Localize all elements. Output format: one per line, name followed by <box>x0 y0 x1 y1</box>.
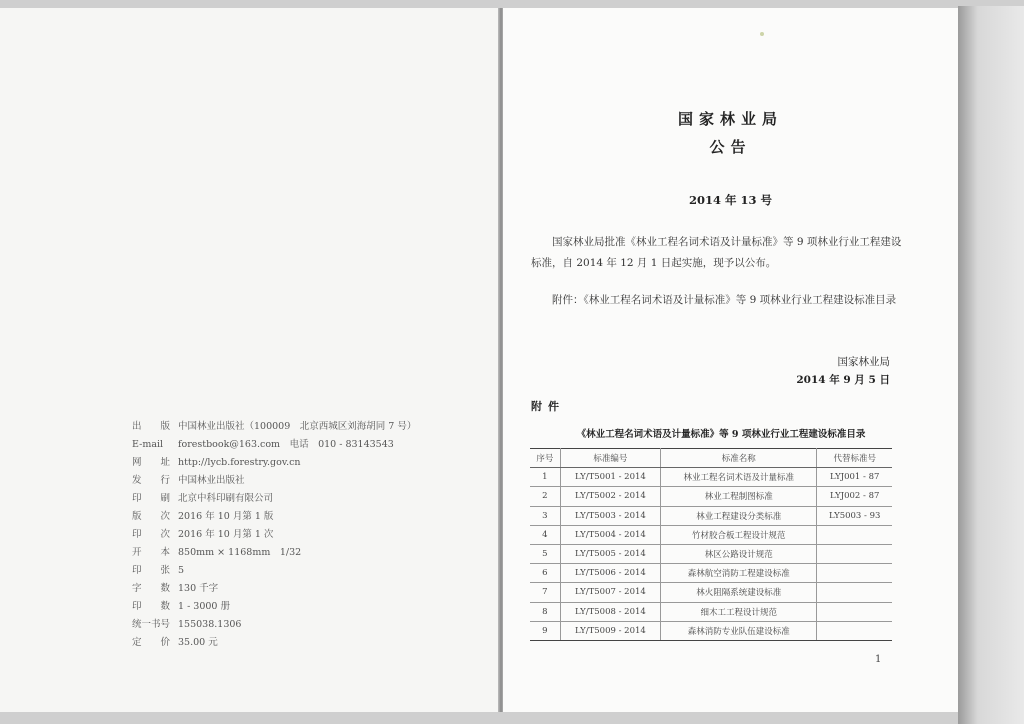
sign-date: 2014 年 9 月 5 日 <box>796 374 890 386</box>
table-cell: 5 <box>530 544 560 563</box>
colophon-label: 定 价 <box>132 637 171 648</box>
page-subtitle: 公告 <box>709 138 752 156</box>
colophon-label: 印 次 <box>132 529 171 540</box>
header-cell: 标准名称 <box>661 449 817 468</box>
table-cell: LY/T5007 - 2014 <box>560 583 660 602</box>
table-cell: 林业工程制图标准 <box>661 487 817 506</box>
colophon-value: 中国林业出版社 <box>178 475 245 486</box>
colophon-row <box>132 526 416 544</box>
colophon-row <box>132 580 416 598</box>
colophon-label: E-mail <box>132 439 164 450</box>
table-cell: 林火阻隔系统建设标准 <box>661 583 817 602</box>
table-cell: LY/T5005 - 2014 <box>560 544 660 563</box>
announcement-paragraph: 国家林业局批准《林业工程名词术语及计量标准》等 9 项林业行业工程建设标准，自 2014 年 12 月 1 日起实施，现予以公布。 <box>531 236 902 269</box>
page-number: 1 <box>875 654 882 665</box>
table-cell: 9 <box>530 621 560 640</box>
colophon-row <box>132 562 416 580</box>
colophon-label: 发 行 <box>132 475 171 486</box>
colophon-label: 统一书号 <box>132 619 171 630</box>
colophon-value: 1 - 3000 册 <box>178 601 230 612</box>
colophon-value: 2016 年 10 月第 1 版 <box>178 511 274 522</box>
attachment-label: 附件 <box>531 400 565 413</box>
colophon-value: 5 <box>178 565 185 576</box>
colophon-label: 印 数 <box>132 601 171 612</box>
table-row <box>530 602 892 621</box>
colophon-row <box>132 436 416 454</box>
colophon-row <box>132 634 416 652</box>
header-cell: 代替标准号 <box>817 449 892 468</box>
colophon-row <box>132 508 416 526</box>
table-cell: 1 <box>530 468 560 487</box>
table-row <box>530 621 892 640</box>
table-cell <box>817 583 892 602</box>
table-cell: 林业工程名词术语及计量标准 <box>661 468 817 487</box>
table-caption: 《林业工程名词术语及计量标准》等 9 项林业行业工程建设标准目录 <box>576 429 866 440</box>
table-cell <box>817 544 892 563</box>
colophon-label: 开 本 <box>132 547 171 558</box>
colophon-value: http://lycb.forestry.gov.cn <box>178 457 301 468</box>
table-row <box>530 468 892 487</box>
table-cell: 森林航空消防工程建设标准 <box>661 564 817 583</box>
table-cell <box>817 621 892 640</box>
table-row <box>530 583 892 602</box>
colophon-label: 网 址 <box>132 457 171 468</box>
colophon-value: 155038.1306 <box>178 619 242 630</box>
table-cell: LY/T5008 - 2014 <box>560 602 660 621</box>
colophon-row <box>132 544 416 562</box>
table-cell: 竹材胶合板工程设计规范 <box>661 525 817 544</box>
colophon-row <box>132 454 416 472</box>
table-row <box>530 525 892 544</box>
table-cell: 林区公路设计规范 <box>661 544 817 563</box>
table-row <box>530 544 892 563</box>
table-cell: 7 <box>530 583 560 602</box>
right-page <box>503 8 958 712</box>
colophon-row <box>132 490 416 508</box>
table-cell: 8 <box>530 602 560 621</box>
table-cell: 林业工程建设分类标准 <box>661 506 817 525</box>
table-cell: LYJ002 - 87 <box>817 487 892 506</box>
colophon-value: 2016 年 10 月第 1 次 <box>178 529 274 540</box>
colophon-label: 印 刷 <box>132 493 171 504</box>
table-cell: LY/T5003 - 2014 <box>560 506 660 525</box>
left-page <box>0 8 500 712</box>
table-cell: LY5003 - 93 <box>817 506 892 525</box>
colophon-row <box>132 598 416 616</box>
issue-number: 2014 年 13 号 <box>688 193 773 207</box>
colophon-label: 印 张 <box>132 565 171 576</box>
paper-speck <box>760 32 764 36</box>
page-title: 国家林业局 <box>677 110 783 128</box>
colophon-value: 北京中科印刷有限公司 <box>178 493 274 504</box>
table-cell <box>817 564 892 583</box>
table-cell: 2 <box>530 487 560 506</box>
colophon <box>132 418 416 652</box>
page-edge-shadow <box>958 6 1024 724</box>
table-cell: LY/T5002 - 2014 <box>560 487 660 506</box>
colophon-label: 出 版 <box>132 421 171 432</box>
table-row <box>530 564 892 583</box>
header-cell: 标准编号 <box>560 449 660 468</box>
header-cell: 序号 <box>530 449 560 468</box>
colophon-value: forestbook@163.com 电话 010 - 83143543 <box>178 439 394 450</box>
table-cell: 森林消防专业队伍建设标准 <box>661 621 817 640</box>
colophon-row <box>132 418 416 436</box>
attachment-paragraph: 附件：《林业工程名词术语及计量标准》等 9 项林业行业工程建设标准目录 <box>552 294 897 306</box>
colophon-value: 850mm × 1168mm 1/32 <box>178 547 302 558</box>
table-cell: LY/T5006 - 2014 <box>560 564 660 583</box>
colophon-row <box>132 616 416 634</box>
colophon-value: 35.00 元 <box>178 637 218 648</box>
table-cell: 6 <box>530 564 560 583</box>
table-cell: LY/T5009 - 2014 <box>560 621 660 640</box>
table-cell: 3 <box>530 506 560 525</box>
table-row <box>530 487 892 506</box>
table-cell: LY/T5004 - 2014 <box>560 525 660 544</box>
colophon-label: 版 次 <box>132 511 171 522</box>
colophon-value: 130 千字 <box>178 583 219 594</box>
table-cell: LY/T5001 - 2014 <box>560 468 660 487</box>
standards-table <box>530 448 892 641</box>
table-cell: 4 <box>530 525 560 544</box>
table-header-row <box>530 449 892 468</box>
table-cell <box>817 525 892 544</box>
table-row <box>530 506 892 525</box>
signer: 国家林业局 <box>837 356 890 368</box>
table-cell <box>817 602 892 621</box>
colophon-label: 字 数 <box>132 583 171 594</box>
colophon-row <box>132 472 416 490</box>
table-cell: 细木工工程设计规范 <box>661 602 817 621</box>
colophon-value: 中国林业出版社（100009 北京西城区刘海胡同 7 号） <box>178 421 417 432</box>
table-cell: LYJ001 - 87 <box>817 468 892 487</box>
